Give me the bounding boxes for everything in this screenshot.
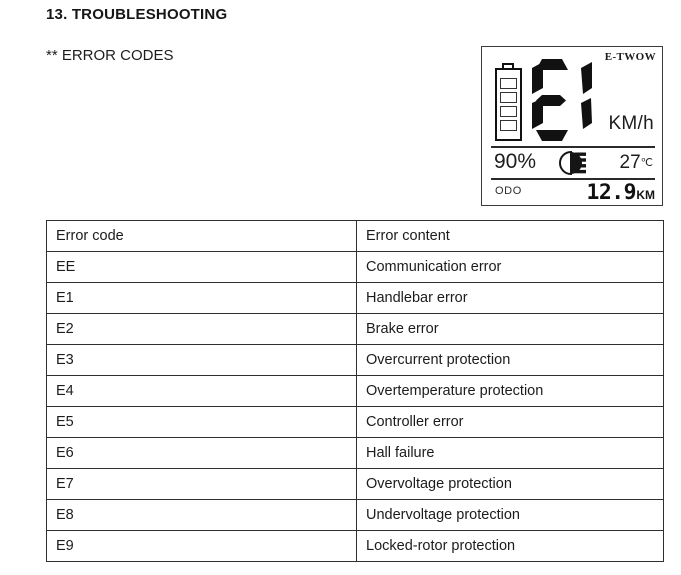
- cell-error-code: E8: [47, 500, 357, 531]
- cell-error-code: E3: [47, 345, 357, 376]
- header-cell-error-content: Error content: [357, 221, 664, 252]
- cell-error-content: Hall failure: [357, 438, 664, 469]
- cell-error-code: E7: [47, 469, 357, 500]
- main-readout-segments: [532, 59, 595, 141]
- table-row: [47, 531, 664, 562]
- cell-error-code: E2: [47, 314, 357, 345]
- segment-digit-1: [575, 59, 595, 141]
- page-title: 13. TROUBLESHOOTING: [46, 6, 228, 23]
- cell-error-code: E9: [47, 531, 357, 562]
- table-row: [47, 376, 664, 407]
- table-row: [47, 469, 664, 500]
- table-row: [47, 438, 664, 469]
- table-row: [47, 407, 664, 438]
- odo-label: ODO: [495, 185, 522, 197]
- battery-percent-value: 90%: [494, 150, 537, 173]
- cell-error-code: E6: [47, 438, 357, 469]
- cell-error-content: Handlebar error: [357, 283, 664, 314]
- temperature-unit: ℃: [640, 157, 653, 169]
- battery-segment: [500, 106, 517, 117]
- cell-error-content: Communication error: [357, 252, 664, 283]
- temperature-number: 27: [619, 152, 641, 173]
- cell-error-code: EE: [47, 252, 357, 283]
- table-row: [47, 283, 664, 314]
- cell-error-content: Overtemperature protection: [357, 376, 664, 407]
- battery-body: [495, 68, 522, 141]
- headlight-icon: [558, 151, 587, 175]
- battery-segment: [500, 92, 517, 103]
- odo-unit: KM: [636, 188, 655, 202]
- battery-icon: [495, 63, 522, 141]
- cell-error-code: E1: [47, 283, 357, 314]
- table-row: [47, 252, 664, 283]
- odo-readout: [587, 180, 655, 204]
- cell-error-code: E5: [47, 407, 357, 438]
- lcd-display-panel: [481, 46, 663, 206]
- table-row: [47, 314, 664, 345]
- speed-unit-label: KM/h: [608, 113, 654, 134]
- cell-error-content: Controller error: [357, 407, 664, 438]
- table-header-row: [47, 221, 664, 252]
- brand-label: E-TWOW: [604, 51, 656, 63]
- battery-segment: [500, 78, 517, 89]
- cell-error-content: Overvoltage protection: [357, 469, 664, 500]
- odo-value: 12.9: [586, 180, 636, 204]
- temperature-value: [620, 152, 654, 174]
- battery-segment: [500, 120, 517, 131]
- error-code-table: [46, 220, 664, 562]
- cell-error-content: Brake error: [357, 314, 664, 345]
- table-row: [47, 500, 664, 531]
- cell-error-content: Locked-rotor protection: [357, 531, 664, 562]
- header-cell-error-code: Error code: [47, 221, 357, 252]
- cell-error-content: Undervoltage protection: [357, 500, 664, 531]
- cell-error-content: Overcurrent protection: [357, 345, 664, 376]
- lcd-divider: [491, 146, 655, 148]
- segment-digit-e: [532, 59, 572, 141]
- table-row: [47, 345, 664, 376]
- subsection-title: ** ERROR CODES: [46, 47, 174, 64]
- cell-error-code: E4: [47, 376, 357, 407]
